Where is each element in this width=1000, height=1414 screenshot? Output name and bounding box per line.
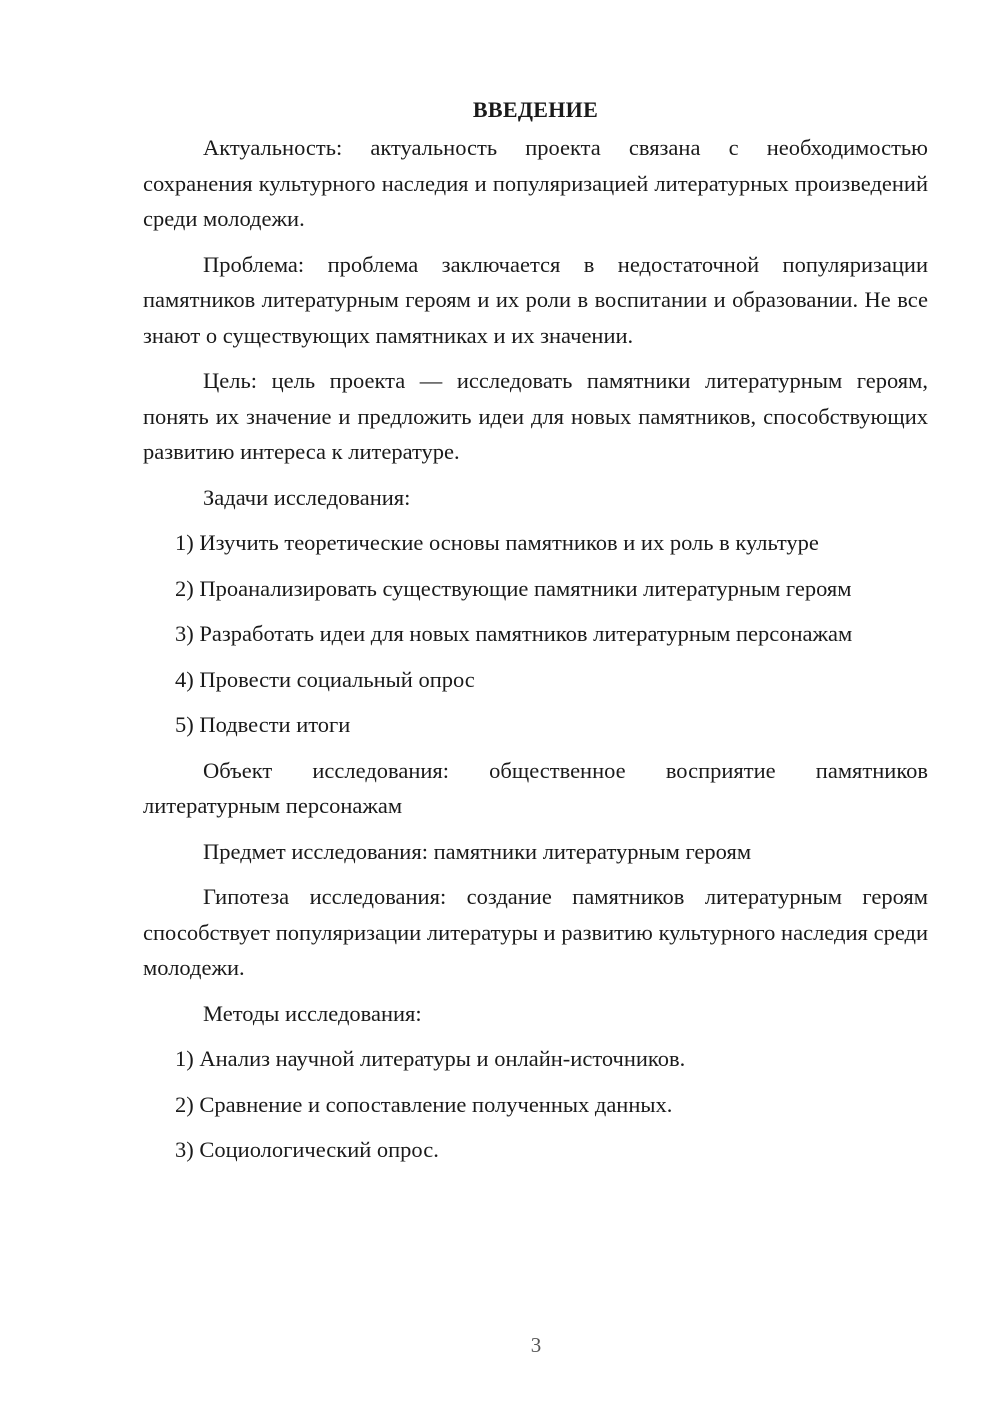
list-item: 1) Изучить теоретические основы памятников и их роль в культуре bbox=[175, 530, 819, 555]
subject-paragraph: Предмет исследования: памятники литературным героям bbox=[203, 838, 752, 864]
list-item: 3) Разработать идеи для новых памятников литературным персонажам bbox=[175, 621, 853, 646]
list-item: 1) Анализ научной литературы и онлайн-источников. bbox=[175, 1046, 686, 1071]
list-item: 5) Подвести итоги bbox=[175, 712, 351, 737]
list-item: 2) Проанализировать существующие памятники литературным героям bbox=[175, 575, 852, 601]
hypothesis-paragraph: Гипотеза исследования: создание памятников литературным героям способствует популяризации литературы и развитию культурного наследия среди молодежи. bbox=[143, 884, 928, 980]
problem-paragraph: Проблема: проблема заключается в недостаточной популяризации памятников литературным героям и их роли в воспитании и образовании. Не все знают о существующих памятниках и их значении. bbox=[143, 251, 928, 348]
tasks-label: Задачи исследования: bbox=[203, 484, 411, 510]
list-item: 3) Социологический опрос. bbox=[175, 1137, 439, 1162]
goal-paragraph: Цель: цель проекта — исследовать памятники литературным героям, понять их значение и предложить идеи для новых памятников, способствующих развитию интереса к литературе. bbox=[143, 368, 928, 464]
object-paragraph: Объект исследования: общественное восприятие памятников литературным персонажам bbox=[143, 757, 928, 818]
list-item: 2) Сравнение и сопоставление полученных данных. bbox=[175, 1091, 673, 1117]
page-number: 3 bbox=[530, 1333, 542, 1357]
section-heading: ВВЕДЕНИЕ bbox=[472, 97, 599, 122]
methods-label: Методы исследования: bbox=[203, 1000, 422, 1026]
relevance-paragraph: Актуальность: актуальность проекта связана с необходимостью сохранения культурного наследия и популяризацией литературных произведений среди молодежи. bbox=[143, 135, 928, 231]
list-item: 4) Провести социальный опрос bbox=[175, 666, 475, 692]
tasks-list bbox=[143, 525, 928, 743]
document-page bbox=[143, 92, 928, 1178]
methods-list bbox=[143, 1041, 928, 1168]
